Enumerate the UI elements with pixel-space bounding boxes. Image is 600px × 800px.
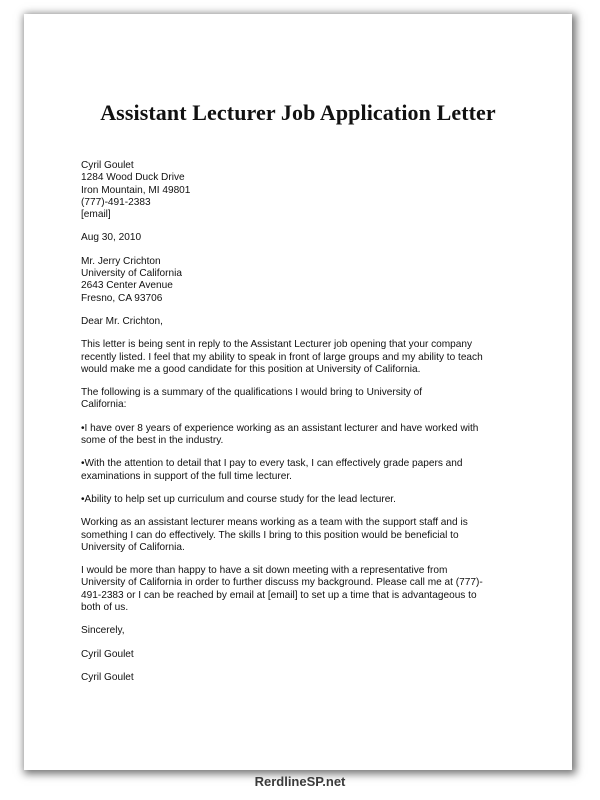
sender-address-line1: 1284 Wood Duck Drive (81, 172, 185, 184)
paragraph-line: something I can do effectively. The skills I bring to this position would be beneficial to (81, 529, 459, 541)
qualification-bullet-2 (81, 458, 463, 483)
paragraph-line: University of California. (81, 541, 185, 553)
printed-name: Cyril Goulet (81, 671, 134, 683)
paragraph-line: both of us. (81, 602, 129, 614)
letter-date: Aug 30, 2010 (81, 232, 142, 244)
paragraph-line: examinations in support of the full time lecturer. (81, 470, 292, 482)
paragraph-teamwork (81, 517, 468, 554)
letter-body (81, 160, 483, 695)
recipient-address (81, 256, 453, 305)
paragraph-line: •I have over 8 years of experience working as an assistant lecturer and have worked with (81, 422, 479, 434)
recipient-org: University of California (81, 268, 182, 280)
page-title: Assistant Lecturer Job Application Letter (100, 100, 496, 125)
paragraph-line: recently listed. I feel that my ability to speak in front of large groups and my ability to teach (81, 351, 483, 363)
paragraph-line: would make me a good candidate for this position at University of California. (81, 363, 421, 375)
paragraph-line: This letter is being sent in reply to the Assistant Lecturer job opening that your company (81, 339, 473, 351)
recipient-address-line2: Fresno, CA 93706 (81, 292, 163, 304)
sender-phone: (777)-491-2383 (81, 196, 151, 208)
paragraph-intro (81, 339, 483, 376)
paragraph-line: I would be more than happy to have a sit down meeting with a representative from (81, 565, 448, 577)
sender-email: [email] (81, 209, 111, 221)
paragraph-line: •With the attention to detail that I pay to every task, I can effectively grade papers and (81, 458, 463, 470)
sender-address-line2: Iron Mountain, MI 49801 (81, 184, 191, 196)
salutation: Dear Mr. Crichton, (81, 315, 163, 327)
letter-page (24, 14, 572, 770)
paragraph-line: some of the best in the industry. (81, 435, 224, 447)
site-watermark: RerdlineSP.net (254, 774, 346, 789)
signature: Cyril Goulet (81, 648, 134, 660)
paragraph-line: 491-2383 or I can be reached by email at [email] to set up a time that is advantageous to (81, 589, 477, 601)
paragraph-line: University of California in order to further discuss my background. Please call me at (777)- (81, 577, 483, 589)
qualification-bullet-1 (81, 422, 479, 448)
sender-address (81, 160, 453, 221)
paragraph-line: Working as an assistant lecturer means working as a team with the support staff and is (81, 517, 468, 529)
recipient-name: Mr. Jerry Crichton (81, 255, 161, 267)
sender-name: Cyril Goulet (81, 160, 134, 171)
closing: Sincerely, (81, 625, 125, 637)
paragraph-meeting (81, 565, 483, 614)
recipient-address-line1: 2643 Center Avenue (81, 280, 173, 292)
paragraph-summary: The following is a summary of the qualifications I would bring to University of California: (81, 387, 423, 411)
qualification-bullet-3: •Ability to help set up curriculum and course study for the lead lecturer. (81, 493, 396, 505)
